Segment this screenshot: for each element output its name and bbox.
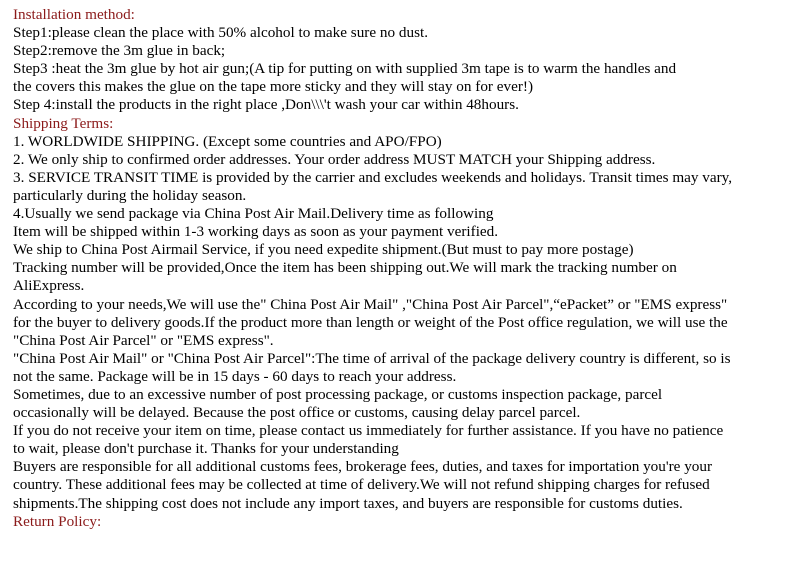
shipping-line: If you do not receive your item on time, please contact us immediately for further assistance. If you have no patience [13,422,724,440]
shipping-line: Buyers are responsible for all additional customs fees, brokerage fees, duties, and taxes for importation you're your [13,458,713,476]
install-step-2: Step2:remove the 3m glue in back; [13,42,226,60]
shipping-line: 2. We only ship to confirmed order addresses. Your order address MUST MATCH your Shipping address. [13,150,656,168]
shipping-line: 3. SERVICE TRANSIT TIME is provided by the carrier and excludes weekends and holidays. Transit times may vary, [13,168,733,186]
shipping-line: 4.Usually we send package via China Post Air Mail.Delivery time as following [13,205,494,223]
install-step-4: Step 4:install the products in the right place ,Don\\\'t wash your car within 48hours. [13,96,519,114]
shipping-line: AliExpress. [13,277,85,295]
installation-heading: Installation method: [13,6,135,23]
shipping-terms [13,133,800,513]
shipping-line: 1. WORLDWIDE SHIPPING. (Except some countries and APO/FPO) [13,132,442,150]
shipping-line: occasionally will be delayed. Because the post office or customs, causing delay parcel parcel. [13,404,581,422]
shipping-line: particularly during the holiday season. [13,186,247,204]
installation-steps [13,24,800,114]
shipping-line: shipments.The shipping cost does not include any import taxes, and buyers are responsible for customs duties. [13,494,683,512]
shipping-line: country. These additional fees may be collected at time of delivery.We will not refund shipping charges for refused [13,476,710,494]
install-step-1: Step1:please clean the place with 50% alcohol to make sure no dust. [13,24,429,42]
shipping-line: "China Post Air Mail" or "China Post Air Parcel":The time of arrival of the package delivery country is different, so is [13,349,731,367]
shipping-line: Item will be shipped within 1-3 working days as soon as your payment verified. [13,223,499,241]
shipping-line: Tracking number will be provided,Once the item has been shipping out.We will mark the tracking number on [13,259,677,277]
shipping-line: We ship to China Post Airmail Service, if you need expedite shipment.(But must to pay more postage) [13,241,634,259]
shipping-line: Sometimes, due to an excessive number of post processing package, or customs inspection package, parcel [13,385,663,403]
shipping-heading: Shipping Terms: [13,114,114,132]
shipping-line: for the buyer to delivery goods.If the product more than length or weight of the Post office regulation, we will use the [13,313,728,331]
shipping-line: "China Post Air Parcel" or "EMS express". [13,331,274,349]
return-policy-heading: Return Policy: [13,512,102,530]
shipping-line: to wait, please don't purchase it. Thanks for your understanding [13,440,399,458]
install-step-3: Step3 :heat the 3m glue by hot air gun;(A tip for putting on with supplied 3m tape is to warm the handles and [13,60,677,78]
install-step-3-cont: the covers this makes the glue on the tape more sticky and they will stay on for ever!) [13,78,534,96]
shipping-line: not the same. Package will be in 15 days - 60 days to reach your address. [13,367,457,385]
shipping-line: According to your needs,We will use the" China Post Air Mail" ,"China Post Air Parcel",“ePacket” or "EMS express" [13,295,728,313]
